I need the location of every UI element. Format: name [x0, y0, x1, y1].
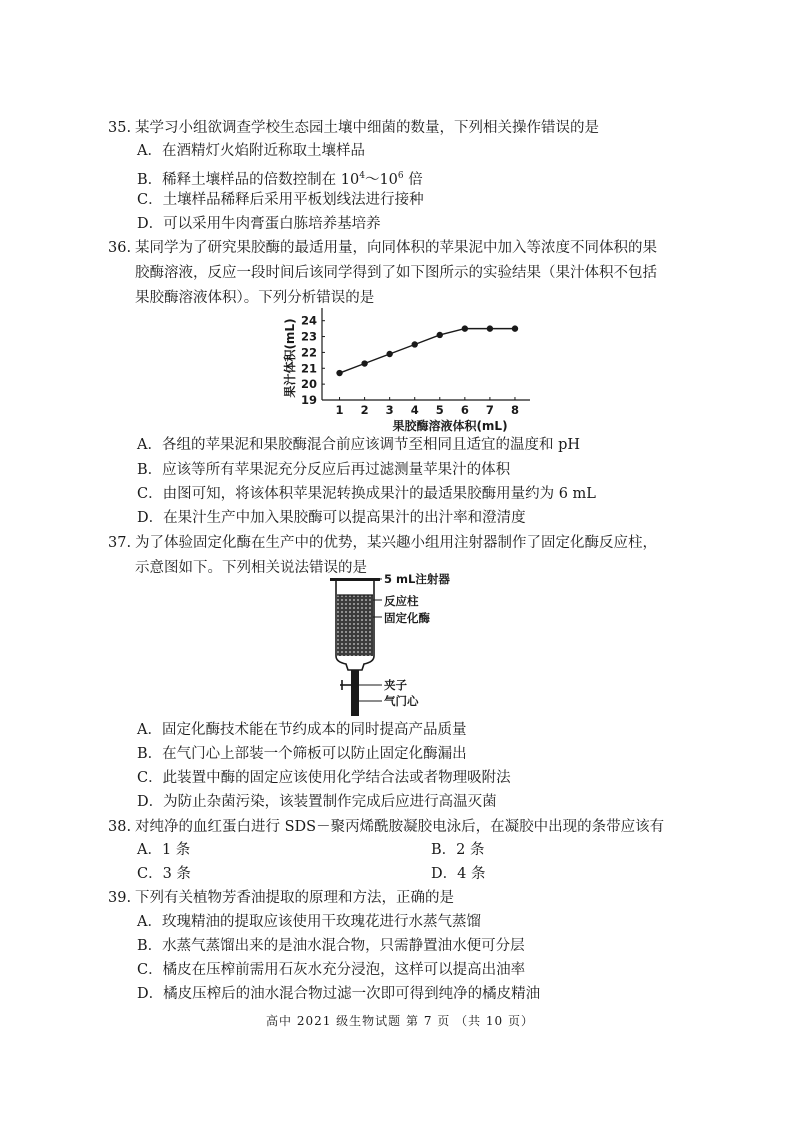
label-enzyme: 固定化酶 — [384, 611, 430, 625]
question-stem-line3: 果胶酶溶液体积）。下列分析错误的是 — [135, 290, 375, 306]
x-tick-label: 7 — [485, 403, 494, 417]
label-clamp: 夹子 — [384, 678, 407, 692]
question-stem-line2: 胶酶溶液，反应一段时间后该同学得到了如下图所示的实验结果（果汁体积不包括 — [135, 265, 657, 281]
data-point — [437, 332, 443, 338]
option-36-c: C．由图可知，将该体积苹果泥转换成果汁的最适果胶酶用量约为 6 mL — [137, 486, 596, 502]
x-tick-label: 6 — [460, 403, 469, 417]
question-39 — [108, 886, 698, 911]
x-tick-label: 8 — [510, 403, 519, 417]
question-35 — [108, 116, 698, 141]
syringe-icon — [330, 578, 380, 716]
question-stem: 某学习小组欲调查学校生态园土壤中细菌的数量，下列相关操作错误的是 — [135, 120, 599, 136]
question-stem-line2: 示意图如下。下列相关说法错误的是 — [135, 560, 367, 576]
option-38-c: C．3 条 — [137, 866, 191, 882]
option-39-b: B．水蒸气蒸馏出来的是油水混合物，只需静置油水便可分层 — [137, 938, 525, 954]
juice-volume-chart — [280, 300, 540, 438]
data-point — [412, 341, 418, 347]
question-number: 36. — [108, 240, 132, 256]
label-valve: 气门心 — [384, 694, 419, 708]
data-point — [386, 351, 392, 357]
x-tick-label: 4 — [410, 403, 419, 417]
question-38 — [108, 815, 698, 840]
option-36-d: D．在果汁生产中加入果胶酶可以提高果汁的出汁率和澄清度 — [137, 510, 526, 526]
option-36-a: A．各组的苹果泥和果胶酶混合前应该调节至相同且适宜的温度和 pH — [137, 437, 581, 453]
y-tick-label: 21 — [300, 361, 317, 376]
question-stem-line1: 为了体验固定化酶在生产中的优势，某兴趣小组用注射器制作了固定化酶反应柱， — [135, 535, 657, 551]
option-39-d: D．橘皮压榨后的油水混合物过滤一次即可得到纯净的橘皮精油 — [137, 986, 541, 1002]
question-number: 37. — [108, 535, 132, 551]
question-number: 39. — [108, 890, 132, 906]
x-tick-label: 1 — [335, 403, 344, 417]
question-stem-line1: 某同学为了研究果胶酶的最适用量，向同体积的苹果泥中加入等浓度不同体积的果 — [135, 240, 657, 256]
option-37-c: C．此装置中酶的固定应该使用化学结合法或者物理吸附法 — [137, 770, 511, 786]
y-tick-label: 24 — [300, 313, 317, 328]
option-35-d: D．可以采用牛肉膏蛋白胨培养基培养 — [137, 216, 381, 232]
option-36-b: B．应该等所有苹果泥充分反应后再过滤测量苹果汁的体积 — [137, 462, 511, 478]
x-tick-label: 5 — [435, 403, 444, 417]
label-column: 反应柱 — [384, 594, 419, 608]
y-tick-label: 19 — [300, 393, 317, 407]
option-35-c: C．土壤样品稀释后采用平板划线法进行接种 — [137, 192, 424, 208]
data-point — [336, 370, 342, 376]
x-tick-label: 2 — [360, 403, 369, 417]
y-tick-label: 20 — [300, 377, 317, 392]
question-number: 35. — [108, 120, 132, 136]
question-number: 38. — [108, 819, 132, 835]
option-37-b: B．在气门心上部装一个筛板可以防止固定化酶漏出 — [137, 746, 467, 762]
y-tick-label: 23 — [300, 329, 317, 344]
data-point — [361, 360, 367, 366]
option-38-d: D．4 条 — [431, 866, 486, 882]
data-point — [462, 325, 468, 331]
y-axis-label: 果汁体积(mL) — [283, 318, 297, 398]
y-tick-label: 22 — [300, 345, 317, 360]
option-39-c: C．橘皮在压榨前需用石灰水充分浸泡，这样可以提高出油率 — [137, 962, 526, 978]
option-38-a: A．1 条 — [137, 842, 191, 858]
question-stem: 对纯净的血红蛋白进行 SDS－聚丙烯酰胺凝胶电泳后，在凝胶中出现的条带应该有 — [135, 819, 665, 835]
option-35-a: A．在酒精灯火焰附近称取土壤样品 — [137, 143, 365, 159]
data-point — [512, 325, 518, 331]
x-axis-label: 果胶酶溶液体积(mL) — [392, 419, 508, 433]
chart-axes — [322, 308, 530, 400]
question-stem: 下列有关植物芳香油提取的原理和方法，正确的是 — [135, 890, 454, 906]
option-38-b: B．2 条 — [431, 842, 485, 858]
page-footer: 高中 2021 级生物试题 第 7 页 （共 10 页） — [266, 1014, 534, 1028]
label-syringe: 5 mL注射器 — [384, 572, 450, 586]
data-point — [487, 325, 493, 331]
option-37-d: D．为防止杂菌污染，该装置制作完成后应进行高温灭菌 — [137, 794, 497, 810]
chart-series — [336, 325, 518, 376]
x-tick-label: 3 — [385, 403, 394, 417]
enzyme-column-diagram — [320, 570, 470, 720]
option-39-a: A．玫瑰精油的提取应该使用干玫瑰花进行水蒸气蒸馏 — [137, 914, 481, 930]
option-35-b: B．稀释土壤样品的倍数控制在 $10^4\sim 10^6$ 倍 — [137, 171, 423, 188]
option-37-a: A．固定化酶技术能在节约成本的同时提高产品质量 — [137, 722, 467, 738]
